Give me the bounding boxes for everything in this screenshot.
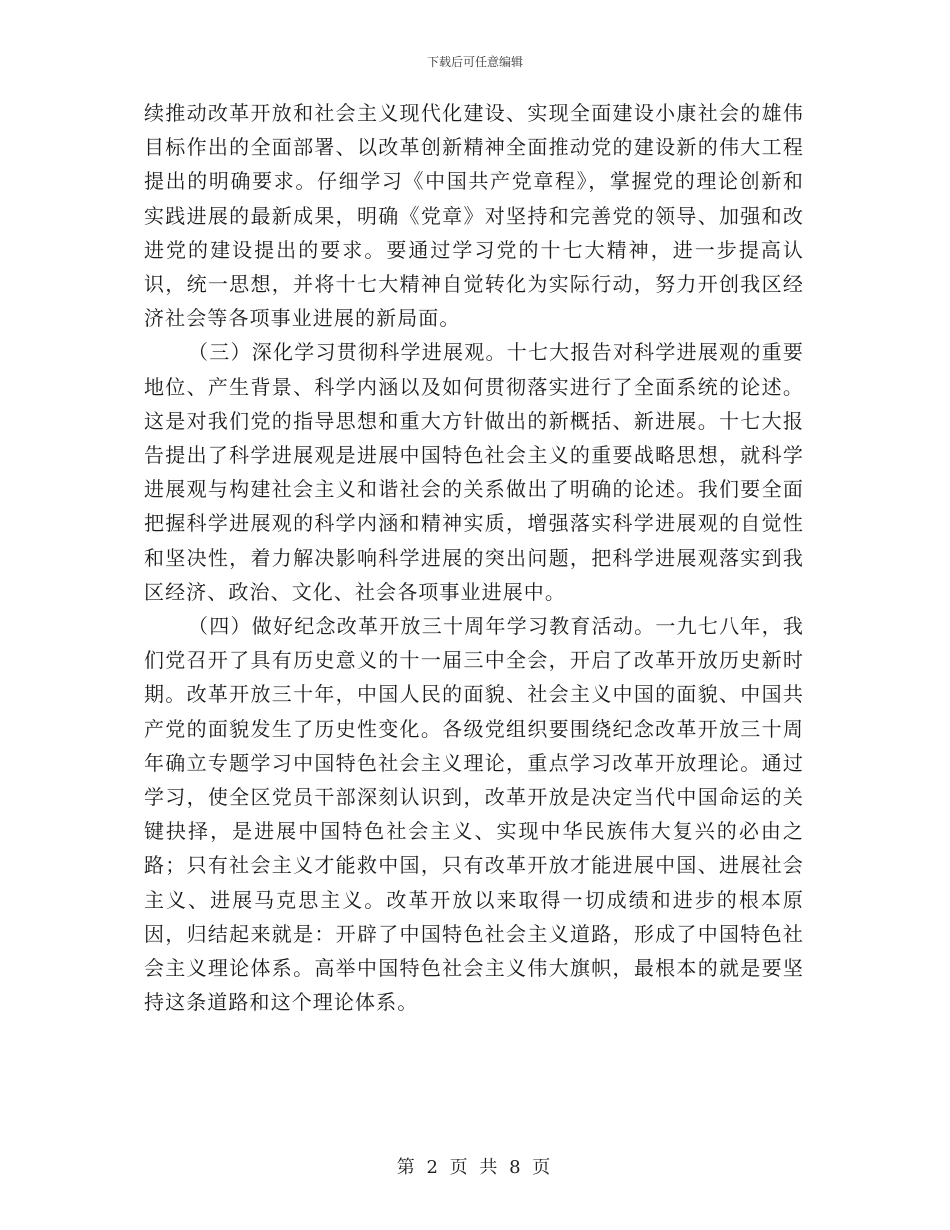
page-header: 下载后可任意编辑	[426, 55, 523, 69]
paragraph-continuation: 续推动改革开放和社会主义现代化建设、实现全面建设小康社会的雄伟目标作出的全面部署、以改革创新精神全面推动党的建设新的伟大工程提出的明确要求。仔细学习《中国共产党章程》，掌握党的理论创新和实践进展的最新成果，明确《党章》对坚持和完善党的领导、加强和改进党的建设提出的要求。要通过学习党的十七大精神，进一步提高认识，统一思想，并将十七大精神自觉转化为实际行动，努力开创我区经济社会等各项事业进展的新局面。	[144, 101, 804, 331]
page-number: 第 2 页 共 8 页	[396, 1157, 554, 1178]
paragraph-section-three: （三）深化学习贯彻科学进展观。十七大报告对科学进展观的重要地位、产生背景、科学内涵以及如何贯彻落实进行了全面系统的论述。这是对我们党的指导思想和重大方针做出的新概括、新进展。十七大报告提出了科学进展观是进展中国特色社会主义的重要战略思想，就科学进展观与构建社会主义和谐社会的关系做出了明确的论述。我们要全面把握科学进展观的科学内涵和精神实质，增强落实科学进展观的自觉性和坚决性，着力解决影响科学进展的突出问题，把科学进展观落实到我区经济、政治、文化、社会各项事业进展中。	[144, 340, 804, 604]
document-body	[144, 96, 804, 1019]
paragraph-section-four: （四）做好纪念改革开放三十周年学习教育活动。一九七八年，我们党召开了具有历史意义的十一届三中全会，开启了改革开放历史新时期。改革开放三十年，中国人民的面貌、社会主义中国的面貌、中国共产党的面貌发生了历史性变化。各级党组织要围绕纪念改革开放三十周年确立专题学习中国特色社会主义理论，重点学习改革开放理论。通过学习，使全区党员干部深刻认识到，改革开放是决定当代中国命运的关键抉择，是进展中国特色社会主义、实现中华民族伟大复兴的必由之路；只有社会主义才能救中国，只有改革开放才能进展中国、进展社会主义、进展马克思主义。改革开放以来取得一切成绩和进步的根本原因，归结起来就是：开辟了中国特色社会主义道路，形成了中国特色社会主义理论体系。高举中国特色社会主义伟大旗帜，最根本的就是要坚持这条道路和这个理论体系。	[144, 614, 804, 1015]
